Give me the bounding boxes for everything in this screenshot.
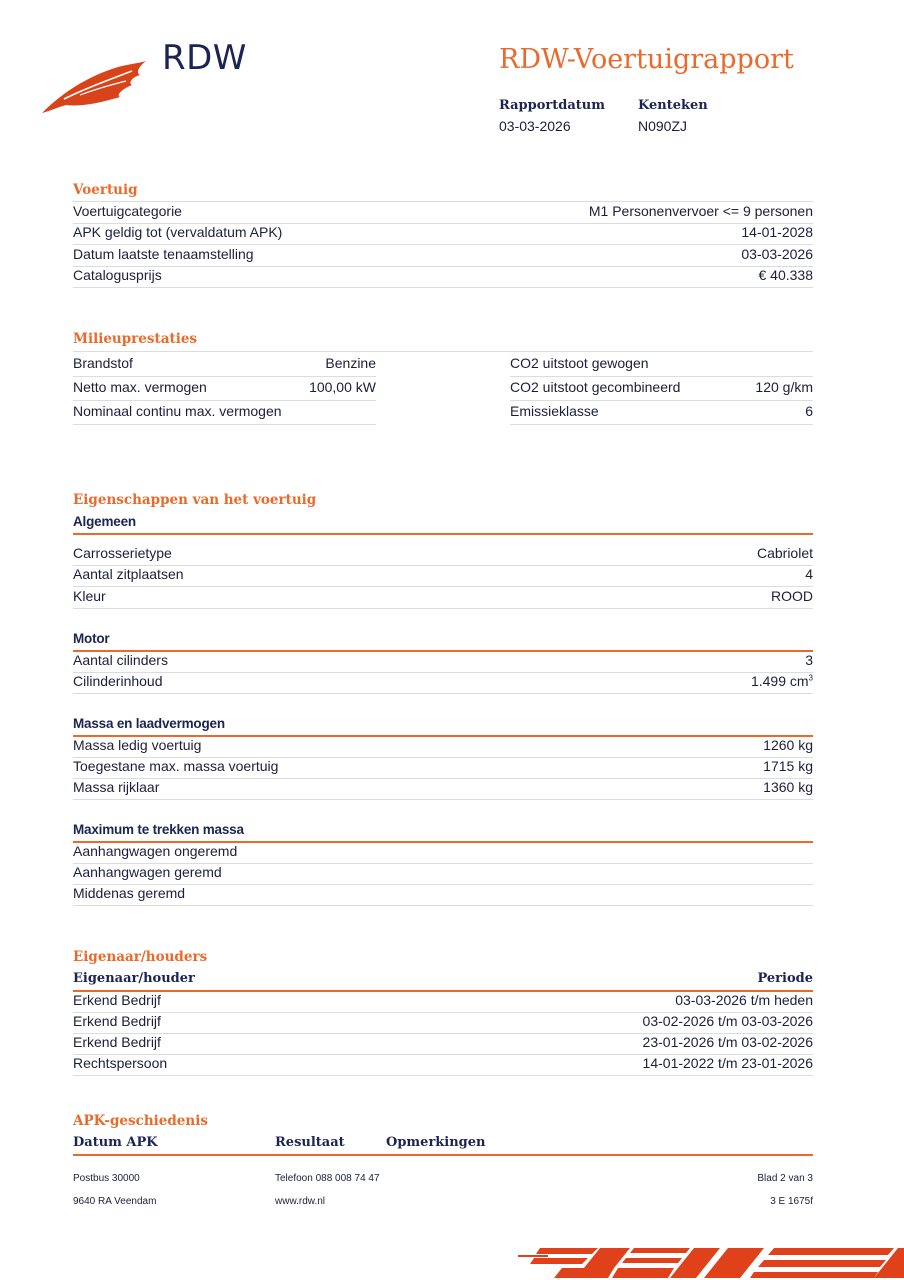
table-row (73, 376, 813, 400)
row-label: Aantal zitplaatsen (73, 566, 184, 582)
subsection-title-algemeen: Algemeen (73, 514, 136, 529)
row-label: Datum laatste tenaamstelling (73, 246, 254, 262)
logo-text: RDW (162, 38, 247, 78)
footer-plaats: 9640 RA Veendam (73, 1196, 157, 1207)
row-label: Voertuigcategorie (73, 203, 182, 219)
table-row (73, 1033, 813, 1055)
row-value: Benzine (325, 355, 376, 371)
footer-page-number: Blad 2 van 3 (757, 1173, 813, 1184)
row-value: M1 Personenvervoer <= 9 personen (588, 203, 813, 219)
row-right (510, 403, 813, 425)
row-value: 1260 kg (763, 737, 813, 753)
report-title: RDW-Voertuigrapport (499, 44, 794, 75)
footer-website: www.rdw.nl (275, 1196, 326, 1207)
row-label: Kleur (73, 588, 106, 604)
table-row (73, 757, 813, 779)
row-value: € 40.338 (758, 267, 813, 283)
row-value: 14-01-2022 t/m 23-01-2026 (642, 1055, 813, 1071)
table-row (73, 778, 813, 800)
column-header-owner: Eigenaar/houder (73, 971, 195, 986)
rapportdatum-label: Rapportdatum (499, 98, 605, 113)
superscript: 3 (808, 673, 813, 683)
table-row (73, 991, 813, 1013)
row-label: Aanhangwagen geremd (73, 864, 222, 880)
row-label: Rechtspersoon (73, 1055, 168, 1071)
table-row (73, 1012, 813, 1034)
subsection-title-massa: Massa en laadvermogen (73, 716, 225, 731)
table-row (73, 842, 813, 864)
row-value: Cabriolet (756, 545, 813, 561)
section-title-voertuig: Voertuig (73, 182, 138, 198)
row-label: APK geldig tot (vervaldatum APK) (73, 224, 283, 240)
table-row (73, 884, 813, 906)
row-label: Emissieklasse (510, 403, 599, 419)
row-value: 3 (805, 652, 813, 668)
table-row (73, 587, 813, 609)
column-header-period: Periode (757, 971, 813, 986)
row-label: Nominaal continu max. vermogen (73, 403, 282, 419)
rapportdatum-value: 03-03-2026 (499, 118, 571, 134)
row-value: 6 (805, 403, 813, 419)
table-row (73, 863, 813, 885)
section-title-eigenaar: Eigenaar/houders (73, 949, 208, 965)
row-label: CO2 uitstoot gecombineerd (510, 379, 681, 395)
table-row (73, 352, 813, 376)
row-left (73, 379, 376, 401)
section-title-apk: APK-geschiedenis (73, 1113, 208, 1129)
row-label: Netto max. vermogen (73, 379, 207, 395)
row-left (73, 355, 376, 377)
row-value: 14-01-2028 (741, 224, 813, 240)
footer-telefoon: Telefoon 088 008 74 47 (275, 1173, 380, 1184)
row-label: Middenas geremd (73, 885, 186, 901)
decorative-stripes-icon (518, 1244, 904, 1280)
row-label: Carrosserietype (73, 545, 172, 561)
table-row (73, 736, 813, 758)
row-value: 03-02-2026 t/m 03-03-2026 (642, 1013, 813, 1029)
column-header-opmerkingen: Opmerkingen (386, 1135, 486, 1150)
table-row (73, 245, 813, 267)
row-value: 03-03-2026 (741, 246, 813, 262)
footer-postbus: Postbus 30000 (73, 1173, 140, 1184)
row-value: 1715 kg (763, 758, 813, 774)
kenteken-label: Kenteken (638, 98, 708, 113)
row-label: Erkend Bedrijf (73, 992, 161, 1008)
column-header-resultaat: Resultaat (275, 1135, 345, 1150)
row-right (510, 355, 813, 377)
table-row (73, 266, 813, 288)
row-value: 120 g/km (755, 379, 813, 395)
row-value: 1360 kg (763, 779, 813, 795)
table-row (73, 544, 813, 566)
divider (73, 1154, 813, 1156)
row-label: Aanhangwagen ongeremd (73, 843, 238, 859)
table-row (73, 565, 813, 587)
row-label: Massa rijklaar (73, 779, 160, 795)
cylinder-value: 1.499 cm (750, 673, 809, 689)
section-title-eigenschappen: Eigenschappen van het voertuig (73, 492, 317, 508)
table-row (73, 1054, 813, 1076)
rdw-logo-icon (40, 55, 150, 115)
row-value: 23-01-2026 t/m 03-02-2026 (642, 1034, 813, 1050)
row-label: Brandstof (73, 355, 133, 371)
divider (73, 533, 813, 535)
table-row (73, 672, 813, 694)
row-label: Massa ledig voertuig (73, 737, 202, 753)
row-value: ROOD (771, 588, 813, 604)
table-row (73, 223, 813, 245)
row-left (73, 403, 376, 425)
row-label: Erkend Bedrijf (73, 1034, 161, 1050)
row-right (510, 379, 813, 401)
footer-code: 3 E 1675f (770, 1196, 813, 1207)
table-row (73, 651, 813, 673)
column-header-datum: Datum APK (73, 1135, 158, 1150)
row-label: Cilinderinhoud (73, 673, 163, 689)
row-label: Toegestane max. massa voertuig (73, 758, 279, 774)
row-label: Erkend Bedrijf (73, 1013, 161, 1029)
row-value: 100,00 kW (309, 379, 376, 395)
row-label: CO2 uitstoot gewogen (510, 355, 649, 371)
row-label: Catalogusprijs (73, 267, 162, 283)
subsection-title-motor: Motor (73, 631, 110, 646)
kenteken-value: N090ZJ (638, 118, 688, 134)
row-value: 03-03-2026 t/m heden (675, 992, 813, 1008)
row-value (751, 673, 813, 689)
subsection-title-trekken: Maximum te trekken massa (73, 822, 244, 837)
table-row (73, 202, 813, 224)
section-title-milieu: Milieuprestaties (73, 331, 198, 347)
row-label: Aantal cilinders (73, 652, 168, 668)
table-row (73, 400, 813, 424)
row-value: 4 (805, 566, 813, 582)
